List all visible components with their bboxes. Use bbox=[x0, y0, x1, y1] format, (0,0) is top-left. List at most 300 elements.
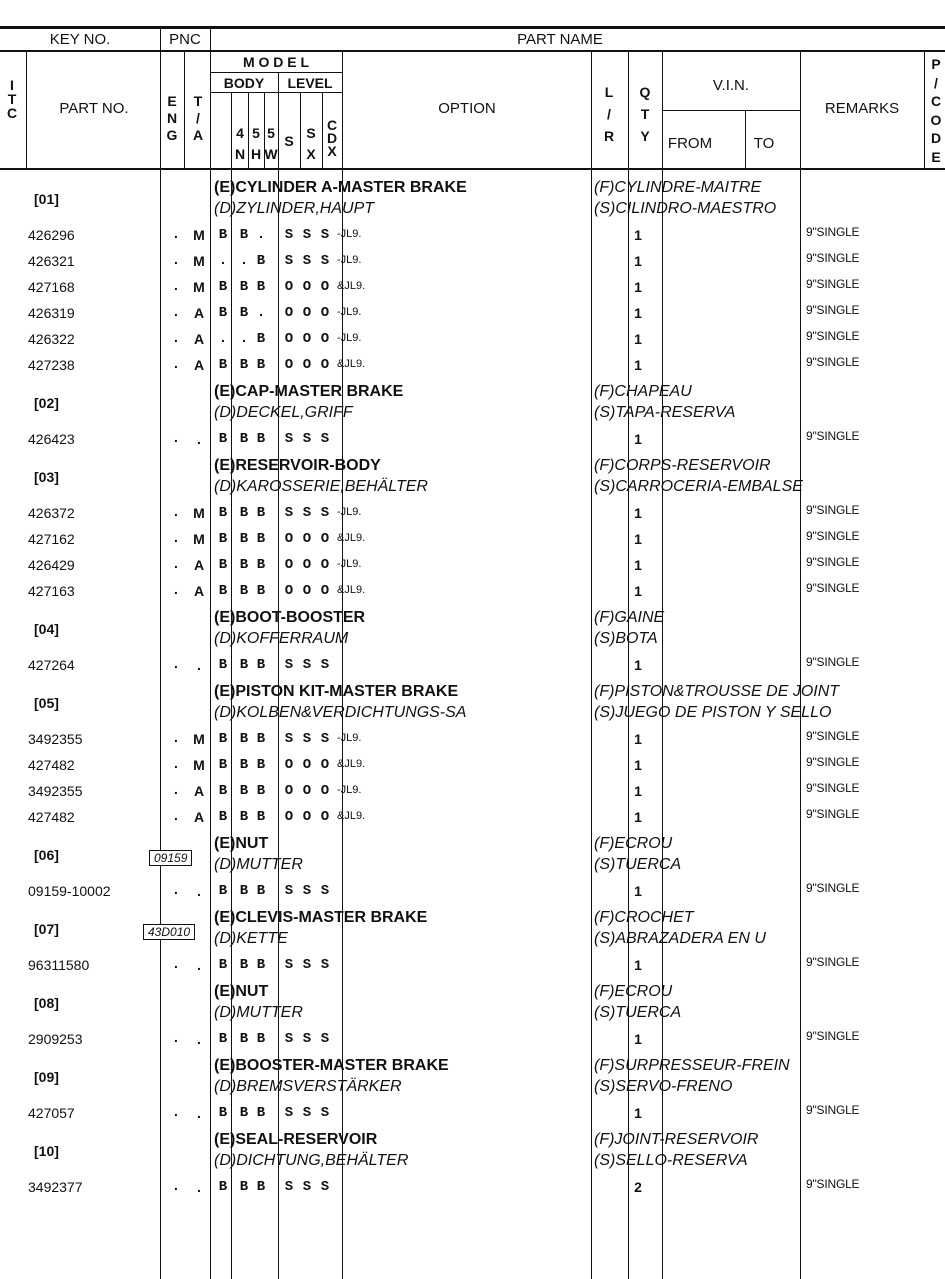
part-name-english: (E)CYLINDER A-MASTER BRAKE bbox=[214, 179, 467, 196]
ta-code: . bbox=[197, 1179, 201, 1195]
body-code: B bbox=[256, 883, 266, 899]
level-code: S bbox=[302, 253, 312, 269]
header-body-col: N bbox=[234, 146, 246, 162]
level-code: O bbox=[320, 279, 330, 295]
part-number: 426372 bbox=[28, 505, 75, 521]
ta-code: . bbox=[197, 1031, 201, 1047]
body-code: B bbox=[239, 531, 249, 547]
header-eng: E bbox=[167, 93, 177, 109]
header-lr: R bbox=[603, 128, 615, 144]
level-code: O bbox=[320, 305, 330, 321]
level-code: S bbox=[302, 431, 312, 447]
part-name-french: (F)CYLINDRE-MAITRE bbox=[594, 179, 762, 196]
col-rule bbox=[160, 26, 161, 1279]
option-code: &JL9. bbox=[337, 758, 366, 770]
col-rule bbox=[591, 50, 592, 1279]
level-code: O bbox=[302, 357, 312, 373]
body-code: . bbox=[239, 331, 249, 347]
part-number: 426296 bbox=[28, 227, 75, 243]
option-code: -JL9. bbox=[337, 784, 362, 796]
col-rule bbox=[800, 50, 801, 1279]
level-code: O bbox=[320, 757, 330, 773]
body-code: B bbox=[256, 957, 266, 973]
ta-code: . bbox=[197, 1105, 201, 1121]
level-code: O bbox=[284, 557, 294, 573]
level-code: O bbox=[302, 531, 312, 547]
eng-code: . bbox=[174, 251, 178, 267]
body-code: B bbox=[218, 505, 228, 521]
body-code: B bbox=[218, 557, 228, 573]
level-code: S bbox=[320, 253, 330, 269]
header-body-col: H bbox=[250, 146, 262, 162]
part-name-english: (E)CLEVIS-MASTER BRAKE bbox=[214, 909, 428, 926]
level-code: O bbox=[284, 305, 294, 321]
remarks-text: 9"SINGLE bbox=[806, 729, 860, 743]
level-code: O bbox=[320, 557, 330, 573]
ta-code: . bbox=[197, 657, 201, 673]
body-code: B bbox=[256, 731, 266, 747]
col-rule bbox=[322, 92, 323, 168]
ta-code: A bbox=[193, 331, 205, 347]
level-code: S bbox=[320, 1179, 330, 1195]
body-code: B bbox=[256, 583, 266, 599]
level-code: O bbox=[302, 557, 312, 573]
col-rule bbox=[300, 92, 301, 168]
body-code: B bbox=[218, 305, 228, 321]
part-name-spanish: (S)TUERCA bbox=[594, 1004, 682, 1021]
body-code: B bbox=[256, 809, 266, 825]
header-level-col: X bbox=[306, 146, 316, 162]
part-name-english: (E)BOOSTER-MASTER BRAKE bbox=[214, 1057, 449, 1074]
header-lr: / bbox=[607, 106, 611, 122]
part-number: 426321 bbox=[28, 253, 75, 269]
body-code: B bbox=[256, 757, 266, 773]
eng-code: . bbox=[174, 277, 178, 293]
level-code: S bbox=[284, 1031, 294, 1047]
header-itc: I bbox=[10, 77, 14, 93]
body-code: B bbox=[256, 279, 266, 295]
header-pcode: E bbox=[931, 148, 941, 165]
remarks-text: 9"SINGLE bbox=[806, 225, 860, 239]
header-bottom-rule bbox=[0, 168, 945, 170]
level-code: S bbox=[320, 431, 330, 447]
part-name-german: (D)KOLBEN&VERDICHTUNGS-SA bbox=[214, 704, 467, 721]
body-code: B bbox=[218, 531, 228, 547]
quantity: 1 bbox=[634, 557, 642, 573]
body-code: . bbox=[239, 253, 249, 269]
remarks-text: 9"SINGLE bbox=[806, 1177, 860, 1191]
body-code: B bbox=[218, 731, 228, 747]
key-number: [08] bbox=[34, 995, 59, 1011]
ta-code: M bbox=[193, 757, 205, 773]
remarks-text: 9"SINGLE bbox=[806, 1103, 860, 1117]
option-code: -JL9. bbox=[337, 254, 362, 266]
body-code: B bbox=[256, 1105, 266, 1121]
part-name-spanish: (S)SERVO-FRENO bbox=[594, 1078, 733, 1095]
level-code: S bbox=[320, 1031, 330, 1047]
body-code: B bbox=[218, 757, 228, 773]
remarks-text: 9"SINGLE bbox=[806, 655, 860, 669]
body-code: B bbox=[239, 227, 249, 243]
level-code: O bbox=[320, 783, 330, 799]
option-code: -JL9. bbox=[337, 732, 362, 744]
part-name-german: (D)DICHTUNG,BEHÄLTER bbox=[214, 1152, 409, 1169]
level-code: S bbox=[284, 883, 294, 899]
part-name-spanish: (S)TUERCA bbox=[594, 856, 682, 873]
remarks-text: 9"SINGLE bbox=[806, 755, 860, 769]
part-name-spanish: (S)SELLO-RESERVA bbox=[594, 1152, 748, 1169]
remarks-text: 9"SINGLE bbox=[806, 955, 860, 969]
quantity: 1 bbox=[634, 531, 642, 547]
ta-code: M bbox=[193, 253, 205, 269]
option-code: &JL9. bbox=[337, 584, 366, 596]
eng-code: . bbox=[174, 955, 178, 971]
part-number: 427264 bbox=[28, 657, 75, 673]
header-option: OPTION bbox=[438, 100, 496, 117]
quantity: 1 bbox=[634, 583, 642, 599]
quantity: 1 bbox=[634, 657, 642, 673]
eng-code: . bbox=[174, 529, 178, 545]
level-code: S bbox=[284, 227, 294, 243]
header-level-col: C bbox=[326, 117, 338, 133]
part-name-french: (F)CORPS-RESERVOIR bbox=[594, 457, 771, 474]
option-code: &JL9. bbox=[337, 280, 366, 292]
body-code: B bbox=[239, 583, 249, 599]
part-number: 3492355 bbox=[28, 783, 83, 799]
option-code: -JL9. bbox=[337, 558, 362, 570]
header-lr: L bbox=[604, 84, 614, 100]
body-code: B bbox=[239, 731, 249, 747]
eng-code: . bbox=[174, 355, 178, 371]
key-number: [01] bbox=[34, 191, 59, 207]
body-code: B bbox=[256, 557, 266, 573]
ta-code: A bbox=[193, 583, 205, 599]
header-level-col: X bbox=[327, 143, 337, 159]
col-rule bbox=[248, 92, 249, 168]
remarks-text: 9"SINGLE bbox=[806, 781, 860, 795]
header-level-col: S bbox=[306, 125, 316, 141]
header-vin-to: TO bbox=[753, 135, 775, 152]
key-number: [07] bbox=[34, 921, 59, 937]
part-name-spanish: (S)TAPA-RESERVA bbox=[594, 404, 736, 421]
part-number: 3492355 bbox=[28, 731, 83, 747]
option-code: &JL9. bbox=[337, 358, 366, 370]
body-code: B bbox=[256, 531, 266, 547]
body-code: B bbox=[256, 657, 266, 673]
body-code: B bbox=[239, 505, 249, 521]
level-code: S bbox=[302, 1031, 312, 1047]
remarks-text: 9"SINGLE bbox=[806, 503, 860, 517]
part-name-french: (F)ECROU bbox=[594, 983, 673, 1000]
ta-code: A bbox=[193, 783, 205, 799]
part-name-english: (E)CAP-MASTER BRAKE bbox=[214, 383, 404, 400]
remarks-text: 9"SINGLE bbox=[806, 1029, 860, 1043]
level-code: O bbox=[302, 809, 312, 825]
quantity: 1 bbox=[634, 279, 642, 295]
quantity: 1 bbox=[634, 783, 642, 799]
quantity: 1 bbox=[634, 331, 642, 347]
header-pcode: C bbox=[930, 93, 942, 109]
ta-code: M bbox=[193, 505, 205, 521]
header-body-col: 5 bbox=[252, 125, 260, 141]
option-code: -JL9. bbox=[337, 306, 362, 318]
body-code: B bbox=[239, 957, 249, 973]
eng-code: . bbox=[174, 1029, 178, 1045]
level-code: S bbox=[320, 731, 330, 747]
header-level-col: S bbox=[284, 133, 294, 149]
quantity: 1 bbox=[634, 431, 642, 447]
body-code: B bbox=[239, 1105, 249, 1121]
header-pcode: P bbox=[931, 56, 941, 72]
level-code: S bbox=[302, 227, 312, 243]
eng-code: . bbox=[174, 729, 178, 745]
ta-code: A bbox=[193, 809, 205, 825]
header-part-no: PART NO. bbox=[59, 100, 129, 117]
level-code: O bbox=[302, 331, 312, 347]
part-number: 427238 bbox=[28, 357, 75, 373]
pnc-code-box: 43D010 bbox=[143, 924, 195, 940]
level-code: O bbox=[302, 783, 312, 799]
part-name-french: (F)JOINT-RESERVOIR bbox=[594, 1131, 759, 1148]
header-body-col: W bbox=[264, 146, 278, 162]
body-code: B bbox=[239, 305, 249, 321]
body-code: . bbox=[218, 331, 228, 347]
col-rule bbox=[184, 50, 185, 168]
key-number: [02] bbox=[34, 395, 59, 411]
body-code: B bbox=[239, 809, 249, 825]
header-body: BODY bbox=[223, 75, 265, 91]
remarks-text: 9"SINGLE bbox=[806, 881, 860, 895]
ta-code: M bbox=[193, 531, 205, 547]
key-number: [03] bbox=[34, 469, 59, 485]
level-code: S bbox=[320, 957, 330, 973]
body-code: B bbox=[239, 357, 249, 373]
level-code: O bbox=[320, 331, 330, 347]
option-code: &JL9. bbox=[337, 532, 366, 544]
part-number: 427168 bbox=[28, 279, 75, 295]
eng-code: . bbox=[174, 1103, 178, 1119]
quantity: 1 bbox=[634, 357, 642, 373]
header-body-col: 5 bbox=[267, 125, 275, 141]
key-number: [09] bbox=[34, 1069, 59, 1085]
body-code: B bbox=[256, 357, 266, 373]
eng-code: . bbox=[174, 881, 178, 897]
part-name-german: (D)MUTTER bbox=[214, 1004, 303, 1021]
body-code: B bbox=[218, 883, 228, 899]
part-number: 426429 bbox=[28, 557, 75, 573]
part-name-french: (F)ECROU bbox=[594, 835, 673, 852]
quantity: 1 bbox=[634, 1105, 642, 1121]
header-itc: C bbox=[6, 105, 18, 121]
part-name-french: (F)CHAPEAU bbox=[594, 383, 692, 400]
quantity: 1 bbox=[634, 1031, 642, 1047]
header-rule bbox=[210, 92, 342, 93]
body-code: B bbox=[218, 657, 228, 673]
level-code: S bbox=[302, 731, 312, 747]
quantity: 1 bbox=[634, 883, 642, 899]
remarks-text: 9"SINGLE bbox=[806, 251, 860, 265]
part-name-english: (E)NUT bbox=[214, 983, 269, 1000]
level-code: O bbox=[320, 809, 330, 825]
ta-code: . bbox=[197, 883, 201, 899]
key-number: [06] bbox=[34, 847, 59, 863]
col-rule bbox=[745, 110, 746, 168]
key-number: [10] bbox=[34, 1143, 59, 1159]
body-code: B bbox=[239, 557, 249, 573]
part-number: 427163 bbox=[28, 583, 75, 599]
key-number: [04] bbox=[34, 621, 59, 637]
body-code: B bbox=[218, 1105, 228, 1121]
body-code: B bbox=[256, 431, 266, 447]
pnc-code-box: 09159 bbox=[149, 850, 192, 866]
body-code: . bbox=[218, 253, 228, 269]
body-code: B bbox=[239, 1031, 249, 1047]
col-rule bbox=[210, 26, 211, 1279]
header-pnc: PNC bbox=[169, 31, 201, 48]
body-code: B bbox=[256, 253, 266, 269]
remarks-text: 9"SINGLE bbox=[806, 277, 860, 291]
part-name-french: (F)SURPRESSEUR-FREIN bbox=[594, 1057, 790, 1074]
part-number: 427057 bbox=[28, 1105, 75, 1121]
body-code: B bbox=[218, 431, 228, 447]
ta-code: A bbox=[193, 357, 205, 373]
level-code: S bbox=[302, 883, 312, 899]
part-number: 2909253 bbox=[28, 1031, 83, 1047]
option-code: -JL9. bbox=[337, 228, 362, 240]
ta-code: A bbox=[193, 557, 205, 573]
quantity: 1 bbox=[634, 757, 642, 773]
level-code: O bbox=[284, 531, 294, 547]
body-code: . bbox=[256, 305, 266, 321]
ta-code: . bbox=[197, 431, 201, 447]
eng-code: . bbox=[174, 807, 178, 823]
body-code: B bbox=[256, 1031, 266, 1047]
part-number: 427482 bbox=[28, 809, 75, 825]
header-qty: Q bbox=[639, 84, 651, 100]
level-code: S bbox=[284, 253, 294, 269]
header-remarks: REMARKS bbox=[824, 100, 900, 117]
level-code: S bbox=[284, 1105, 294, 1121]
eng-code: . bbox=[174, 329, 178, 345]
level-code: S bbox=[320, 505, 330, 521]
header-eng: G bbox=[166, 127, 178, 143]
header-key-no: KEY NO. bbox=[49, 31, 111, 48]
body-code: B bbox=[218, 1031, 228, 1047]
part-name-english: (E)RESERVOIR-BODY bbox=[214, 457, 381, 474]
level-code: S bbox=[302, 1105, 312, 1121]
header-pcode: D bbox=[930, 130, 942, 146]
level-code: O bbox=[302, 583, 312, 599]
level-code: S bbox=[284, 505, 294, 521]
option-code: &JL9. bbox=[337, 810, 366, 822]
level-code: O bbox=[284, 583, 294, 599]
part-name-spanish: (S)ABRAZADERA EN U bbox=[594, 930, 766, 947]
body-code: B bbox=[239, 883, 249, 899]
header-itc: T bbox=[7, 91, 17, 107]
body-code: B bbox=[239, 783, 249, 799]
part-name-english: (E)BOOT-BOOSTER bbox=[214, 609, 366, 626]
level-code: O bbox=[320, 531, 330, 547]
header-qty: T bbox=[640, 106, 650, 122]
header-level: LEVEL bbox=[287, 75, 333, 91]
remarks-text: 9"SINGLE bbox=[806, 581, 860, 595]
part-number: 427482 bbox=[28, 757, 75, 773]
header-vin: V.I.N. bbox=[712, 77, 750, 94]
part-number: 427162 bbox=[28, 531, 75, 547]
remarks-text: 9"SINGLE bbox=[806, 807, 860, 821]
body-code: B bbox=[218, 357, 228, 373]
body-code: B bbox=[218, 227, 228, 243]
body-code: B bbox=[239, 657, 249, 673]
header-qty: Y bbox=[640, 128, 650, 144]
body-code: B bbox=[218, 583, 228, 599]
level-code: S bbox=[320, 1105, 330, 1121]
part-name-english: (E)PISTON KIT-MASTER BRAKE bbox=[214, 683, 459, 700]
quantity: 1 bbox=[634, 505, 642, 521]
part-name-german: (D)BREMSVERSTÄRKER bbox=[214, 1078, 402, 1095]
col-rule bbox=[342, 50, 343, 168]
part-name-spanish: (S)JUEGO DE PISTON Y SELLO bbox=[594, 704, 832, 721]
header-pcode: / bbox=[934, 74, 938, 91]
header-level-col: D bbox=[326, 130, 338, 146]
level-code: O bbox=[284, 757, 294, 773]
part-name-german: (D)KOFFERRAUM bbox=[214, 630, 349, 647]
body-code: B bbox=[256, 505, 266, 521]
eng-code: . bbox=[174, 655, 178, 671]
body-code: B bbox=[218, 957, 228, 973]
quantity: 1 bbox=[634, 253, 642, 269]
level-code: S bbox=[284, 957, 294, 973]
body-code: B bbox=[256, 783, 266, 799]
header-model: M O D E L bbox=[242, 54, 310, 70]
part-number: 426423 bbox=[28, 431, 75, 447]
body-code: B bbox=[218, 279, 228, 295]
level-code: S bbox=[302, 505, 312, 521]
part-number: 426322 bbox=[28, 331, 75, 347]
body-code: B bbox=[218, 809, 228, 825]
header-part-name: PART NAME bbox=[517, 31, 603, 48]
eng-code: . bbox=[174, 503, 178, 519]
level-code: S bbox=[302, 657, 312, 673]
level-code: O bbox=[302, 279, 312, 295]
part-name-german: (D)KETTE bbox=[214, 930, 288, 947]
header-rule bbox=[210, 72, 342, 73]
level-code: O bbox=[302, 757, 312, 773]
quantity: 1 bbox=[634, 809, 642, 825]
part-number: 3492377 bbox=[28, 1179, 83, 1195]
option-code: -JL9. bbox=[337, 332, 362, 344]
level-code: S bbox=[284, 431, 294, 447]
body-code: B bbox=[256, 1179, 266, 1195]
header-top-rule bbox=[0, 26, 945, 29]
eng-code: . bbox=[174, 225, 178, 241]
quantity: 1 bbox=[634, 957, 642, 973]
col-rule bbox=[278, 72, 279, 1279]
part-number: 96311580 bbox=[28, 957, 90, 973]
col-rule bbox=[924, 50, 925, 168]
remarks-text: 9"SINGLE bbox=[806, 329, 860, 343]
ta-code: . bbox=[197, 957, 201, 973]
col-rule bbox=[26, 50, 27, 168]
part-name-spanish: (S)CARROCERIA-EMBALSE bbox=[594, 478, 803, 495]
quantity: 1 bbox=[634, 227, 642, 243]
level-code: O bbox=[284, 357, 294, 373]
level-code: S bbox=[320, 227, 330, 243]
ta-code: M bbox=[193, 731, 205, 747]
level-code: O bbox=[284, 783, 294, 799]
level-code: O bbox=[302, 305, 312, 321]
eng-code: . bbox=[174, 429, 178, 445]
